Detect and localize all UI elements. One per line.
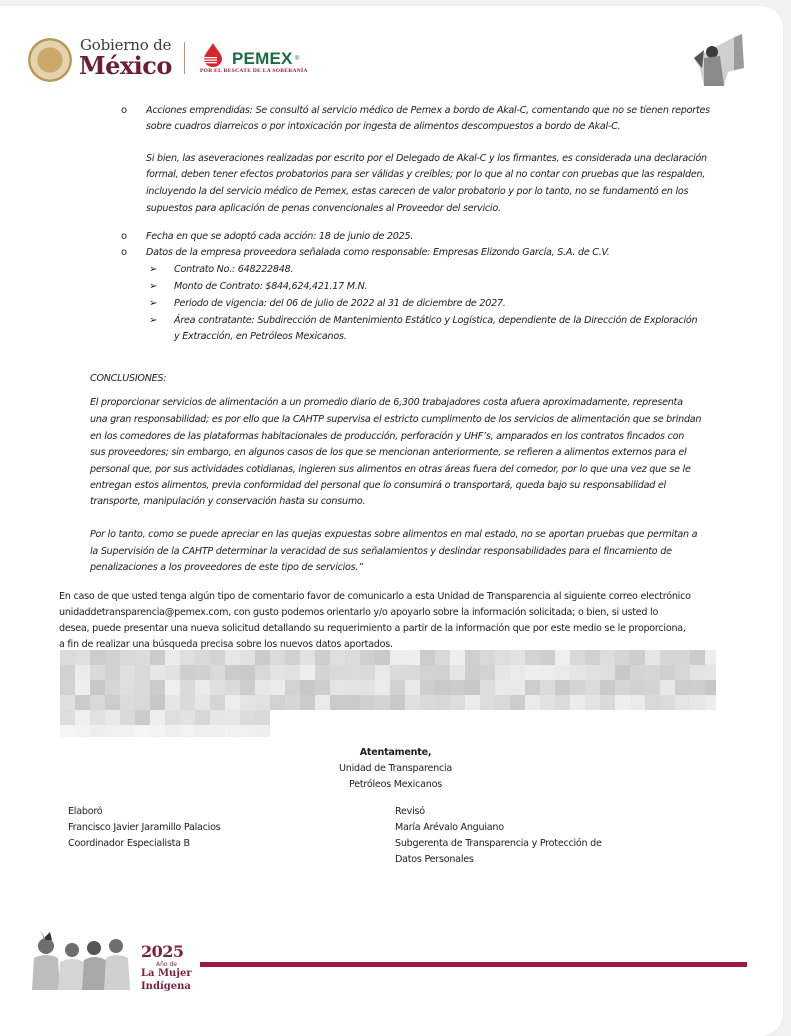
redaction-cell [540,680,555,695]
redaction-cell [510,695,525,710]
redaction-cell [120,650,135,665]
redaction-cell [495,695,510,710]
redaction-cell [150,695,165,710]
redaction-cell [375,680,390,695]
redaction-cell [105,725,120,737]
redaction-cell [645,665,660,680]
redaction-cell [585,695,600,710]
redaction-cell [225,710,240,725]
contact-line3: desea, puede presentar una nueva solicitud detallando su requerimiento a partir de la información que por este medio se le proporciona, [59,623,686,634]
conclusion-p1-line7: transporte, manipulación y conservación hasta su consumo. [90,496,366,507]
redaction-cell [60,725,75,737]
redaction-cell [255,725,270,737]
footer-year: 2025 [141,942,184,961]
redaction-cell [150,650,165,665]
redaction-cell [525,695,540,710]
redaction-cell [195,710,210,725]
redaction-cell [405,680,420,695]
redaction-cell [435,680,450,695]
fecha-accion: Fecha en que se adoptó cada acción: 18 de junio de 2025. [146,231,414,242]
redaction-cell [345,695,360,710]
contact-line4: a fin de realizar una búsqueda precisa sobre los nuevos datos aportados. [59,639,393,650]
conclusion-p1-line5: personal que, por sus actividades cotidianas, ingieren sus alimentos en otras áreas fuera del comedor, por lo que una vez que se le [90,464,691,475]
redaction-cell [495,665,510,680]
conclusion-p2-line1: Por lo tanto, como se puede apreciar en las quejas expuestas sobre alimentos en mal estado, no se aportan pruebas que permitan a [90,529,698,540]
redaction-cell [240,695,255,710]
redaction-cell [165,725,180,737]
acciones-line1: Acciones emprendidas: Se consultó al servicio médico de Pemex a bordo de Akal-C, comentando que no se tienen reportes [146,105,710,116]
redaction-cell [330,665,345,680]
redaction-cell [390,680,405,695]
redaction-cell [270,665,285,680]
redaction-cell [285,650,300,665]
redaction-cell [600,665,615,680]
redaction-cell [135,665,150,680]
redaction-cell [555,695,570,710]
redaction-cell [420,695,435,710]
redaction-cell [405,650,420,665]
redaction-cell [630,665,645,680]
redaction-cell [120,680,135,695]
redaction-cell [90,650,105,665]
redaction-cell [405,695,420,710]
redaction-cell [630,650,645,665]
redaction-cell [495,650,510,665]
redaction-cell [705,680,716,695]
redaction-cell [135,695,150,710]
redaction-cell [645,695,660,710]
area-contratante-line2: y Extracción, en Petróleos Mexicanos. [174,331,347,342]
redaction-cell [270,695,285,710]
redaction-cell [390,650,405,665]
redaction-cell [510,665,525,680]
redaction-cell [675,695,690,710]
redaction-cell [570,665,585,680]
redaction-cell [300,665,315,680]
redaction-cell [315,650,330,665]
redaction-cell [150,710,165,725]
redaction-cell [690,680,705,695]
redacted-text-block [60,650,716,737]
signature-unit: Unidad de Transparencia [338,763,453,774]
redaction-cell [180,710,195,725]
redaction-cell [450,665,465,680]
bullet-datos: o [121,247,127,258]
redaction-cell [210,680,225,695]
redaction-cell [225,680,240,695]
redaction-cell [645,650,660,665]
monto-contrato: Monto de Contrato: $844,624,421.17 M.N. [174,281,368,292]
redaction-cell [690,650,705,665]
redaction-cell [75,710,90,725]
redaction-cell [300,680,315,695]
redaction-cell [660,680,675,695]
redaction-cell [165,665,180,680]
redaction-cell [435,695,450,710]
footer-la-mujer: La Mujer [141,968,192,979]
redaction-cell [660,695,675,710]
arrow-bullet-icon: ➢ [149,315,158,326]
redaction-cell [405,665,420,680]
indigenous-women-illustration-icon [30,928,134,994]
redaction-cell [150,665,165,680]
elaboro-title: Coordinador Especialista B [68,838,190,849]
redaction-cell [600,680,615,695]
redaction-cell [360,680,375,695]
redaction-cell [240,680,255,695]
si-bien-line1: Si bien, las aseveraciones realizadas por escrito por el Delegado de Akal-C y los firmantes, es considerada una declaración [146,153,707,164]
redaction-cell [690,665,705,680]
redaction-cell [495,680,510,695]
redaction-cell [180,680,195,695]
conclusion-p1-line1: El proporcionar servicios de alimentación a un promedio diario de 6,300 trabajadores costa afuera aproximadamente, representa [90,397,683,408]
redaction-cell [450,680,465,695]
redaction-cell [600,695,615,710]
area-contratante-line1: Área contratante: Subdirección de Mantenimiento Estático y Logística, dependiente de la Dirección de Exploración [174,315,698,326]
redaction-cell [60,680,75,695]
redaction-cell [75,725,90,737]
redaction-cell [165,710,180,725]
contrato-no: Contrato No.: 648222848. [174,264,294,275]
pemex-wordmark: PEMEX [232,49,293,68]
gobierno-line2: México [79,51,172,80]
redaction-cell [60,695,75,710]
redaction-cell [375,650,390,665]
redaction-cell [375,665,390,680]
conclusion-p1-line6: entregan estos alimentos, previa conformidad del personal que lo consumirá o transportará, queda bajo su responsabilidad el [90,480,666,491]
contact-line1: En caso de que usted tenga algún tipo de comentario favor de comunicarlo a esta Unidad de Transparencia al siguiente correo electrónico [59,591,691,602]
redaction-cell [360,650,375,665]
redaction-cell [135,725,150,737]
redaction-cell [105,680,120,695]
redaction-cell [450,650,465,665]
redaction-cell [435,650,450,665]
redaction-cell [195,725,210,737]
redaction-cell [705,650,716,665]
redaction-cell [555,650,570,665]
redaction-cell [165,680,180,695]
redaction-cell [585,680,600,695]
redaction-cell [570,695,585,710]
redaction-cell [75,650,90,665]
redaction-cell [360,695,375,710]
pemex-registered-mark: ® [295,56,300,62]
redaction-cell [60,665,75,680]
redaction-cell [285,680,300,695]
redaction-cell [555,680,570,695]
heroine-flag-icon [690,28,748,90]
redaction-cell [105,665,120,680]
conclusion-p2-line3: penalizaciones a los proveedores de este tipo de servicios.” [90,562,363,573]
redaction-cell [135,650,150,665]
redaction-cell [330,695,345,710]
elaboro-label: Elaboró [68,806,103,817]
pemex-tagline: POR EL RESCATE DE LA SOBERANÍA [200,68,308,74]
elaboro-name: Francisco Javier Jaramillo Palacios [68,822,221,833]
conclusion-p1-line4: sus proveedores; sin embargo, en algunos casos de los que se mencionan anteriormente, se refieren a alimentos externos para el [90,447,687,458]
redaction-cell [105,710,120,725]
redaction-cell [630,695,645,710]
gobierno-line1: Gobierno de [80,36,172,54]
footer-indigena: Indígena [141,981,191,992]
redaction-cell [120,710,135,725]
redaction-cell [225,650,240,665]
redaction-cell [75,665,90,680]
redaction-cell [540,650,555,665]
redaction-cell [630,680,645,695]
redaction-cell [195,650,210,665]
redaction-cell [420,650,435,665]
redaction-cell [180,725,195,737]
redaction-cell [255,695,270,710]
redaction-cell [255,680,270,695]
redaction-cell [180,650,195,665]
redaction-cell [525,665,540,680]
redaction-cell [75,695,90,710]
conclusion-p2-line2: la Supervisión de la CAHTP determinar la veracidad de sus señalamientos y deslindar responsabilidades para el fincamiento de [90,546,672,557]
redaction-cell [180,695,195,710]
redaction-cell [705,695,716,710]
redaction-cell [570,650,585,665]
redaction-cell [165,650,180,665]
acciones-line2: sobre cuadros diarreicos o por intoxicación por ingesta de alimentos descompuestos a bordo de Akal-C. [146,121,621,132]
redaction-cell [615,695,630,710]
reviso-label: Revisó [395,806,425,817]
arrow-bullet-icon: ➢ [149,264,158,275]
redaction-cell [105,650,120,665]
redaction-cell [270,650,285,665]
redaction-cell [390,665,405,680]
periodo-vigencia: Periodo de vigencia: del 06 de julio de 2022 al 31 de diciembre de 2027. [174,298,506,309]
redaction-cell [285,695,300,710]
redaction-cell [330,680,345,695]
redaction-cell [165,695,180,710]
redaction-cell [600,650,615,665]
footer-anio-de: Año de [156,961,177,968]
redaction-cell [480,665,495,680]
redaction-cell [195,680,210,695]
pemex-logo-icon [200,42,226,68]
contact-line2: unidaddetransparencia@pemex.com, con gusto podemos orientarlo y/o apoyarlo sobre la información solicitada; o bien, si usted lo [59,607,659,618]
redaction-cell [210,665,225,680]
redaction-cell [90,695,105,710]
redaction-cell [540,665,555,680]
bullet-fecha: o [121,231,127,242]
redaction-cell [645,680,660,695]
redaction-cell [195,695,210,710]
redaction-cell [315,680,330,695]
redaction-cell [240,650,255,665]
redaction-cell [255,710,270,725]
coat-of-arms-icon [28,38,72,82]
redaction-cell [195,665,210,680]
redaction-cell [225,695,240,710]
redaction-cell [465,650,480,665]
si-bien-line4: supuestos para aplicación de penas convencionales al Proveedor del servicio. [146,203,501,214]
redaction-cell [690,695,705,710]
redaction-cell [300,695,315,710]
closing-atentamente: Atentamente, [359,747,432,758]
redaction-cell [315,665,330,680]
redaction-cell [240,710,255,725]
redaction-cell [585,665,600,680]
redaction-cell [345,665,360,680]
redaction-cell [480,680,495,695]
redaction-cell [585,650,600,665]
redaction-cell [465,695,480,710]
redaction-cell [90,665,105,680]
redaction-cell [210,650,225,665]
redaction-cell [540,695,555,710]
redaction-cell [225,725,240,737]
redaction-cell [210,710,225,725]
redaction-cell [60,710,75,725]
redaction-cell [705,665,716,680]
redaction-cell [210,695,225,710]
redaction-cell [660,650,675,665]
redaction-cell [150,725,165,737]
redaction-cell [345,680,360,695]
redaction-cell [60,650,75,665]
redaction-cell [480,695,495,710]
redaction-cell [225,665,240,680]
redaction-cell [675,680,690,695]
header-divider [184,42,185,74]
reviso-title-line1: Subgerenta de Transparencia y Protección de [395,838,602,849]
redaction-cell [255,665,270,680]
redaction-cell [510,650,525,665]
redaction-cell [120,665,135,680]
redaction-cell [270,680,285,695]
redaction-cell [240,725,255,737]
redaction-cell [120,725,135,737]
redaction-cell [420,680,435,695]
reviso-title-line2: Datos Personales [395,854,474,865]
redaction-cell [315,695,330,710]
redaction-cell [360,665,375,680]
redaction-cell [255,650,270,665]
redaction-cell [675,650,690,665]
conclusion-p1-line3: en los comedores de las plataformas habitacionales de producción, perforación y UHF’s, amparados en los contratos fincados con [90,431,685,442]
redaction-cell [510,680,525,695]
si-bien-line3: incluyendo la del servicio médico de Pemex, estas carecen de valor probatorio y por lo tanto, no se fundamentó en los [146,186,689,197]
datos-empresa: Datos de la empresa proveedora señalada como responsable: Empresas Elizondo García, S.A. de C.V. [146,247,610,258]
redaction-cell [465,680,480,695]
redaction-cell [615,650,630,665]
redaction-cell [300,650,315,665]
redaction-cell [465,665,480,680]
redaction-cell [210,725,225,737]
redaction-cell [480,650,495,665]
redaction-cell [180,665,195,680]
redaction-cell [570,680,585,695]
redaction-cell [105,695,120,710]
redaction-cell [330,650,345,665]
reviso-name: María Arévalo Anguiano [395,822,504,833]
redaction-cell [120,695,135,710]
redaction-cell [615,665,630,680]
redaction-cell [390,695,405,710]
redaction-cell [75,680,90,695]
redaction-cell [150,680,165,695]
redaction-cell [285,665,300,680]
arrow-bullet-icon: ➢ [149,281,158,292]
redaction-cell [345,650,360,665]
redaction-cell [375,695,390,710]
redaction-cell [90,680,105,695]
redaction-cell [435,665,450,680]
footer-accent-line [200,962,747,967]
bullet-acciones: o [121,105,127,116]
redaction-cell [675,665,690,680]
redaction-cell [450,695,465,710]
redaction-cell [90,725,105,737]
redaction-cell [135,680,150,695]
arrow-bullet-icon: ➢ [149,298,158,309]
redaction-cell [525,650,540,665]
redaction-cell [420,665,435,680]
redaction-cell [135,710,150,725]
conclusiones-heading: CONCLUSIONES: [90,373,167,384]
redaction-cell [555,665,570,680]
redaction-cell [615,680,630,695]
redaction-cell [525,680,540,695]
redaction-cell [240,665,255,680]
redaction-cell [90,710,105,725]
redaction-cell [660,665,675,680]
conclusion-p1-line2: una gran responsabilidad; es por ello que la CAHTP supervisa el estricto cumplimento de los servicios de alimentación que se brindan [90,414,702,425]
si-bien-line2: formal, deben tener efectos probatorios para ser válidas y creíbles; por lo que al no contar con pruebas que las respalden, [146,169,706,180]
signature-org: Petróleos Mexicanos [349,779,442,790]
